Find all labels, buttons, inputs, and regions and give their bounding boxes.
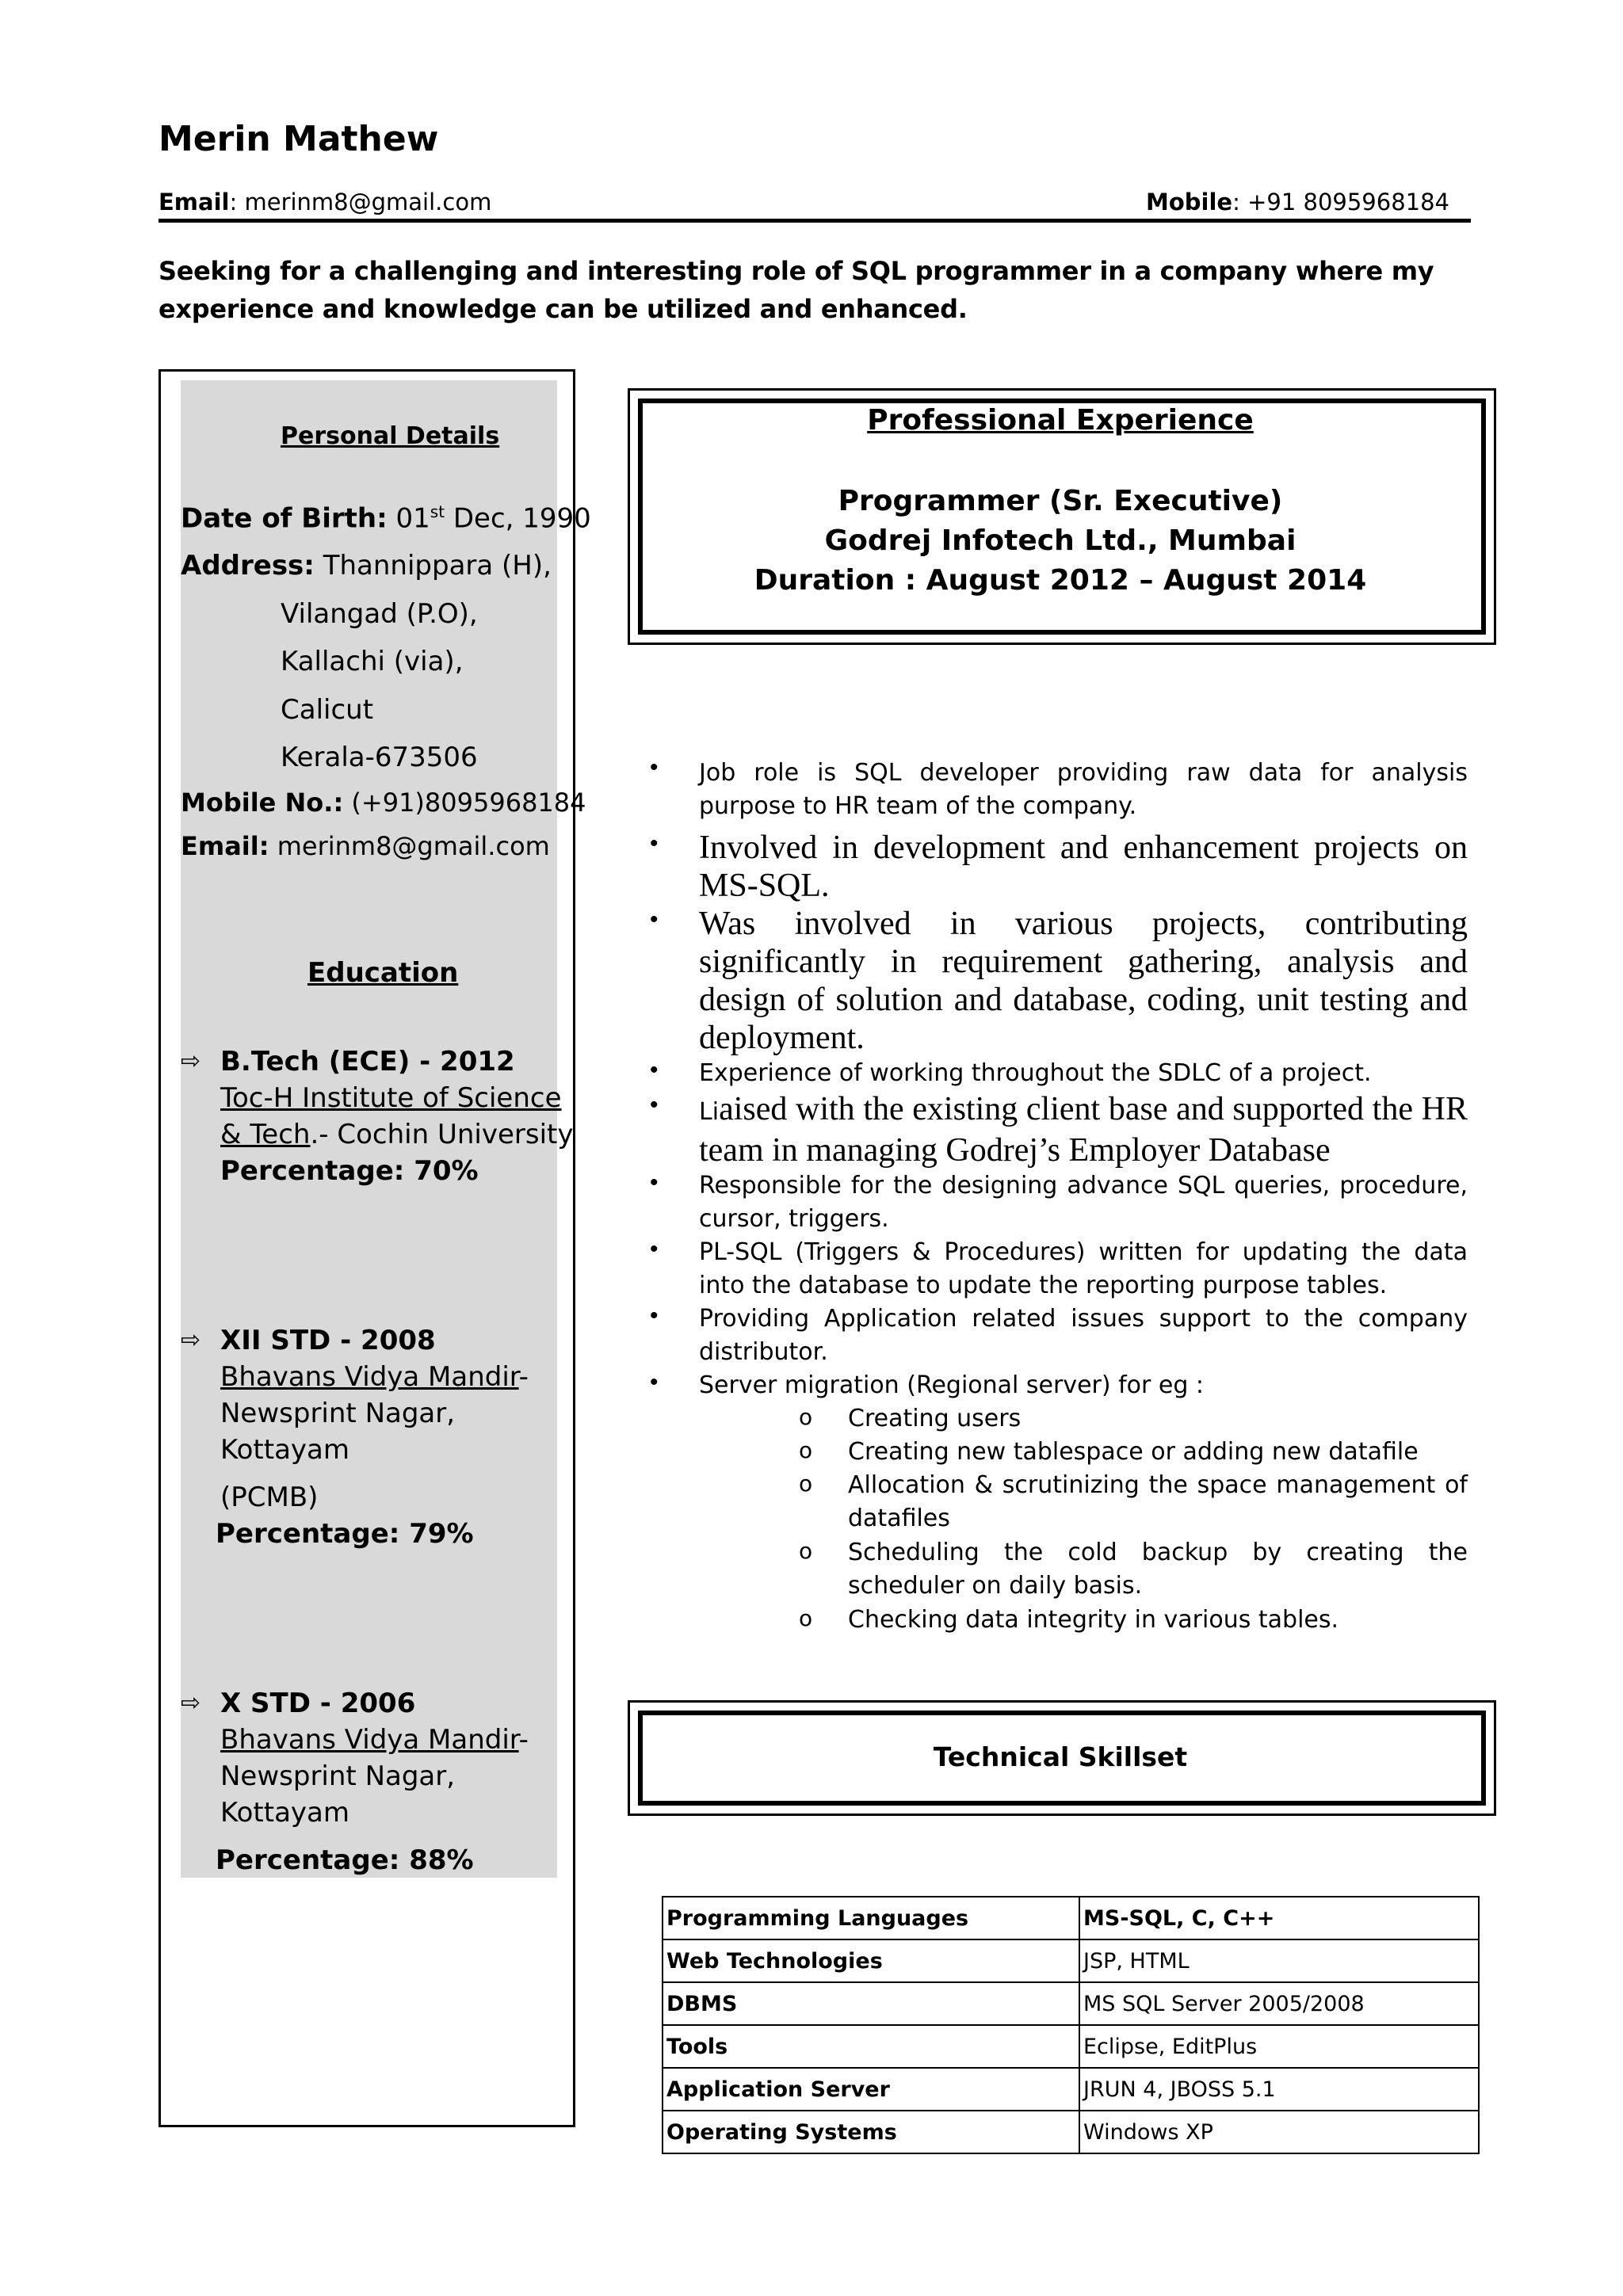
dob-day: 01 [395, 502, 430, 535]
email-label: Email [158, 189, 230, 215]
edu-xii-line2: Newsprint Nagar, [220, 1398, 456, 1429]
arrow-right-icon: ⇨ [181, 1326, 201, 1354]
skill-category: Tools [663, 2025, 1079, 2068]
edu-x-title: X STD - 2006 [220, 1688, 416, 1719]
address-line-1 [181, 550, 552, 582]
skill-value: Windows XP [1079, 2111, 1479, 2153]
bullet-dot: • [650, 1057, 659, 1083]
table-row [663, 1982, 1479, 2025]
skillset-heading: Technical Skillset [933, 1741, 1188, 1772]
edu-xii-stream: (PCMB) [220, 1482, 319, 1513]
edu-btech-title: B.Tech (ECE) - 2012 [220, 1046, 515, 1077]
education-heading: Education [307, 957, 459, 989]
bullet-text-prefix: Li [699, 1098, 720, 1126]
bullet-dot: • [650, 1236, 659, 1262]
sub-bullet-text: Checking data integrity in various tables. [848, 1606, 1339, 1634]
edu-btech-percentage: Percentage: 70% [220, 1155, 479, 1187]
experience-duration: Duration : August 2012 – August 2014 [754, 564, 1367, 597]
dob-rest: Dec, 1990 [453, 502, 591, 535]
edu-x-line3: Kottayam [220, 1797, 349, 1829]
personal-email-label: Email: [181, 831, 269, 861]
personal-email [181, 831, 550, 861]
experience-role: Programmer (Sr. Executive) [838, 485, 1283, 517]
bullet-dot: • [650, 1369, 659, 1395]
bullet-dot: • [650, 1302, 659, 1329]
table-row [663, 1939, 1479, 1982]
dob-sup: st [430, 502, 445, 521]
header-email [158, 189, 491, 215]
skill-category: Programming Languages [663, 1897, 1079, 1939]
bullet-dot: • [650, 830, 659, 856]
bullet-text: Responsible for the designing advance SQL queries, procedure, cursor, triggers. [699, 1172, 1468, 1233]
sub-bullet-text: Scheduling the cold backup by creating the scheduler on daily basis. [848, 1539, 1468, 1600]
experience-heading: Professional Experience [867, 404, 1254, 437]
bullet-text: Involved in development and enhancement projects on MS-SQL. [699, 830, 1468, 904]
edu-x-percentage: Percentage: 88% [216, 1844, 474, 1876]
sub-bullet-text: Creating new tablespace or adding new datafile [848, 1438, 1419, 1466]
experience-company: Godrej Infotech Ltd., Mumbai [824, 524, 1296, 557]
edu-btech-institute-1 [220, 1082, 562, 1114]
arrow-right-icon: ⇨ [181, 1689, 201, 1717]
edu-x-school [220, 1724, 529, 1756]
sub-bullet-circle: o [799, 1538, 813, 1564]
bullet-text: Providing Application related issues support to the company distributor. [699, 1305, 1468, 1366]
personal-email-value: merinm8@gmail.com [277, 831, 550, 861]
skill-category: DBMS [663, 1982, 1079, 2025]
edu-xii-percentage: Percentage: 79% [216, 1518, 474, 1550]
mobile-label: Mobile [1146, 189, 1233, 215]
address-line-4: Calicut [281, 694, 374, 726]
skill-category: Operating Systems [663, 2111, 1079, 2153]
edu-xii-dash: - [518, 1361, 529, 1393]
table-row [663, 2025, 1479, 2068]
career-objective: Seeking for a challenging and interesting role of SQL programmer in a company where my experience and knowledge can be utilized and enhanced. [158, 256, 1434, 324]
edu-xii-school [220, 1361, 529, 1393]
skills-table [662, 1896, 1480, 2154]
address-line-2: Vilangad (P.O), [281, 598, 478, 630]
skill-value: MS SQL Server 2005/2008 [1079, 1982, 1479, 2025]
edu-xii-title: XII STD - 2008 [220, 1325, 436, 1356]
dob-label: Date of Birth: [181, 502, 388, 535]
sub-bullet-circle: o [799, 1470, 813, 1497]
skill-category: Web Technologies [663, 1939, 1079, 1982]
address-text-0: Thannippara (H), [323, 550, 552, 582]
table-row [663, 1897, 1479, 1939]
sub-bullet-circle: o [799, 1437, 813, 1463]
skill-value: Eclipse, EditPlus [1079, 2025, 1479, 2068]
edu-x-link[interactable]: Bhavans Vidya Mandir [220, 1724, 519, 1756]
personal-mobile-value: (+91)8095968184 [351, 788, 586, 818]
personal-details-heading: Personal Details [281, 422, 500, 450]
arrow-right-icon: ⇨ [181, 1047, 201, 1075]
dob-line [181, 502, 591, 534]
table-row [663, 2068, 1479, 2111]
bullet-dot: • [650, 906, 659, 933]
skill-category: Application Server [663, 2068, 1079, 2111]
edu-btech-link-2[interactable]: & Tech [220, 1119, 311, 1150]
sub-bullet-text: Creating users [848, 1405, 1022, 1432]
personal-mobile [181, 788, 586, 818]
edu-btech-university: .- Cochin University [310, 1119, 574, 1150]
address-label: Address: [181, 550, 315, 582]
personal-mobile-label: Mobile No.: [181, 788, 344, 818]
bullet-text: Job role is SQL developer providing raw data for analysis purpose to HR team of the company. [699, 759, 1468, 820]
bullet-dot: • [650, 754, 659, 780]
experience-bullets [650, 0, 1474, 1664]
sub-bullet-circle: o [799, 1605, 813, 1631]
skill-value: JRUN 4, JBOSS 5.1 [1079, 2068, 1479, 2111]
bullet-dot: • [650, 1092, 659, 1118]
edu-x-line2: Newsprint Nagar, [220, 1760, 456, 1792]
bullet-text: Experience of working throughout the SDLC of a project. [699, 1059, 1372, 1087]
bullet-text [699, 1090, 1468, 1169]
candidate-name: Merin Mathew [158, 119, 439, 159]
edu-btech-institute-2 [220, 1119, 573, 1150]
address-line-3: Kallachi (via), [281, 646, 464, 677]
bullet-text: PL-SQL (Triggers & Procedures) written for updating the data into the database to update the reporting purpose tables. [699, 1238, 1468, 1299]
email-value: : merinm8@gmail.com [229, 189, 492, 215]
skill-value: MS-SQL, C, C++ [1079, 1897, 1479, 1939]
sub-bullet-text: Allocation & scrutinizing the space management of datafiles [848, 1471, 1468, 1532]
mobile-value: : +91 8095968184 [1232, 189, 1450, 215]
bullet-text: Server migration (Regional server) for eg : [699, 1371, 1205, 1399]
bullet-text: Was involved in various projects, contributing significantly in requirement gathering, analysis and design of solution and database, coding, unit testing and deployment. [699, 906, 1468, 1056]
edu-xii-link[interactable]: Bhavans Vidya Mandir [220, 1361, 519, 1393]
edu-btech-link[interactable]: Toc-H Institute of Science [220, 1082, 562, 1114]
bullet-text-rest: aised with the existing client base and supported the HR team in managing Godrej’s Employer Database [699, 1091, 1468, 1169]
table-row [663, 2111, 1479, 2153]
sub-bullet-circle: o [799, 1404, 813, 1430]
bullet-dot: • [650, 1169, 659, 1196]
edu-x-dash: - [518, 1724, 529, 1756]
address-line-5: Kerala-673506 [281, 742, 478, 773]
skill-value: JSP, HTML [1079, 1939, 1479, 1982]
edu-xii-line3: Kottayam [220, 1434, 349, 1466]
